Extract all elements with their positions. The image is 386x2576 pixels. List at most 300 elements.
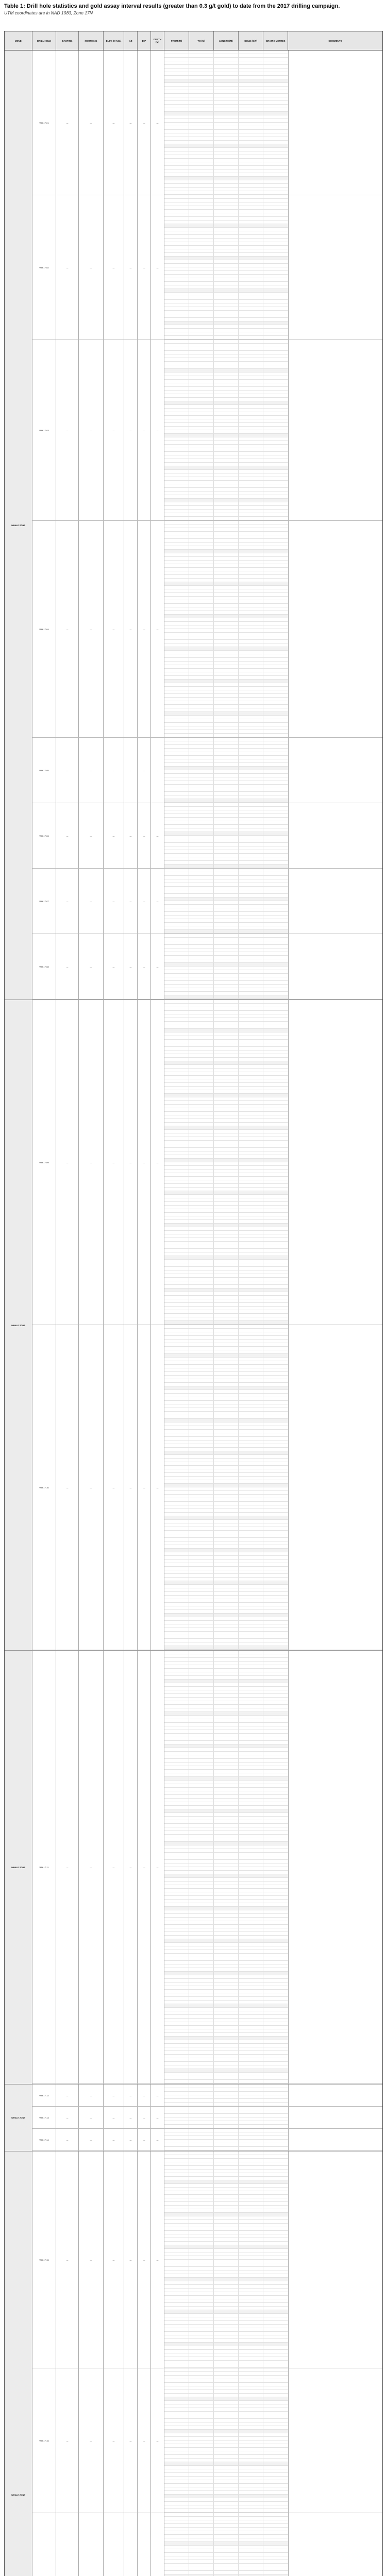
interval-cell bbox=[214, 2469, 239, 2472]
interval-cell bbox=[214, 2531, 239, 2534]
depth-value: --- bbox=[151, 2084, 164, 2106]
interval-cell bbox=[214, 1603, 239, 1606]
interval-cell bbox=[239, 597, 263, 600]
table-row bbox=[164, 90, 288, 94]
interval-cell bbox=[214, 759, 239, 762]
interval-cell bbox=[263, 2520, 288, 2523]
interval-cell bbox=[239, 2166, 263, 2169]
interval-cell bbox=[214, 1795, 239, 1798]
table-row bbox=[164, 658, 288, 662]
interval-cell bbox=[239, 2058, 263, 2061]
table-row bbox=[164, 2433, 288, 2437]
interval-cell bbox=[189, 459, 214, 462]
interval-cell bbox=[263, 1762, 288, 1766]
interval-cell bbox=[214, 2011, 239, 2014]
interval-cell bbox=[214, 1936, 239, 1939]
interval-cell bbox=[214, 372, 239, 376]
table-row bbox=[164, 828, 288, 832]
interval-cell bbox=[263, 977, 288, 980]
interval-cell bbox=[239, 600, 263, 603]
interval-cell bbox=[189, 1191, 214, 1194]
interval-cell bbox=[239, 521, 263, 524]
interval-cell bbox=[189, 2401, 214, 2404]
interval-cell bbox=[263, 133, 288, 137]
table-row bbox=[164, 756, 288, 759]
interval-cell bbox=[164, 2335, 189, 2338]
interval-cell bbox=[189, 2394, 214, 2397]
table-row bbox=[164, 919, 288, 923]
table-row bbox=[164, 1824, 288, 1827]
interval-cell bbox=[239, 72, 263, 75]
interval-cell bbox=[164, 550, 189, 553]
interval-cell bbox=[164, 1329, 189, 1332]
interval-cell bbox=[189, 1119, 214, 1122]
interval-cell bbox=[164, 919, 189, 922]
table-row bbox=[164, 2103, 288, 2106]
table-row bbox=[164, 275, 288, 278]
interval-cell bbox=[239, 1394, 263, 1397]
table-row bbox=[164, 1835, 288, 1838]
interval-cell bbox=[214, 636, 239, 639]
table-row bbox=[164, 2419, 288, 2422]
interval-cell bbox=[263, 672, 288, 675]
table-row bbox=[164, 2213, 288, 2216]
interval-cell bbox=[239, 1231, 263, 1234]
interval-cell bbox=[263, 455, 288, 459]
table-row bbox=[164, 271, 288, 275]
interval-cell bbox=[189, 803, 214, 806]
interval-cell bbox=[189, 1878, 214, 1881]
interval-cell bbox=[189, 1802, 214, 1805]
interval-cell bbox=[214, 2542, 239, 2545]
interval-cell bbox=[214, 1043, 239, 1046]
interval-cell bbox=[214, 231, 239, 234]
interval-cell bbox=[164, 2549, 189, 2552]
interval-cell bbox=[189, 1397, 214, 1400]
interval-cell bbox=[164, 1069, 189, 1072]
interval-cell bbox=[189, 1310, 214, 1313]
table-row bbox=[164, 1018, 288, 1022]
interval-cell bbox=[189, 719, 214, 722]
interval-cell bbox=[263, 1249, 288, 1252]
interval-cell bbox=[164, 1094, 189, 1097]
interval-cell bbox=[239, 1137, 263, 1140]
interval-cell bbox=[263, 887, 288, 890]
interval-cell bbox=[239, 1719, 263, 1722]
interval-cell bbox=[239, 1256, 263, 1259]
interval-cell bbox=[164, 2455, 189, 2458]
interval-cell bbox=[164, 2361, 189, 2364]
interval-cell bbox=[214, 912, 239, 915]
interval-cell bbox=[189, 2419, 214, 2422]
depth-value: --- bbox=[151, 869, 164, 934]
interval-cell bbox=[189, 2151, 214, 2155]
interval-cell bbox=[189, 2147, 214, 2150]
interval-cell bbox=[189, 963, 214, 966]
interval-cell bbox=[239, 2459, 263, 2462]
interval-cell bbox=[239, 814, 263, 817]
interval-cell bbox=[214, 1509, 239, 1512]
interval-cell bbox=[263, 654, 288, 657]
interval-cell bbox=[263, 865, 288, 868]
interval-cell bbox=[164, 126, 189, 129]
comment-cell bbox=[289, 340, 382, 520]
table-row bbox=[164, 1817, 288, 1820]
table-row bbox=[164, 2444, 288, 2448]
table-row bbox=[164, 571, 288, 575]
interval-cell bbox=[214, 2040, 239, 2043]
interval-cell bbox=[214, 2314, 239, 2317]
interval-cell bbox=[214, 336, 239, 339]
interval-cell bbox=[164, 792, 189, 795]
interval-cell bbox=[189, 792, 214, 795]
interval-cell bbox=[263, 1773, 288, 1776]
table-row bbox=[164, 1874, 288, 1878]
interval-cell bbox=[164, 2372, 189, 2375]
interval-cell bbox=[189, 2092, 214, 2095]
interval-cell bbox=[214, 879, 239, 883]
table-row bbox=[164, 1755, 288, 1759]
interval-cell bbox=[164, 1336, 189, 1339]
interval-cell bbox=[189, 336, 214, 339]
interval-cell bbox=[189, 1101, 214, 1104]
interval-cell bbox=[239, 604, 263, 607]
interval-cell bbox=[164, 1527, 189, 1530]
interval-cell bbox=[164, 1665, 189, 1668]
interval-cell bbox=[239, 1982, 263, 1986]
interval-cell bbox=[239, 2001, 263, 2004]
interval-cell bbox=[214, 654, 239, 657]
table-row bbox=[164, 2415, 288, 2419]
interval-cell bbox=[263, 694, 288, 697]
interval-rows bbox=[164, 803, 289, 868]
interval-cell bbox=[189, 825, 214, 828]
interval-cell bbox=[164, 481, 189, 484]
interval-cell bbox=[189, 2051, 214, 2054]
interval-cell bbox=[164, 354, 189, 358]
interval-cell bbox=[164, 1860, 189, 1863]
interval-cell bbox=[189, 380, 214, 383]
interval-cell bbox=[189, 1487, 214, 1490]
interval-cell bbox=[164, 1404, 189, 1408]
interval-cell bbox=[214, 1997, 239, 2000]
interval-cell bbox=[239, 1838, 263, 1841]
interval-cell bbox=[164, 1448, 189, 1451]
interval-cell bbox=[189, 1614, 214, 1617]
interval-cell bbox=[189, 1394, 214, 1397]
interval-cell bbox=[189, 788, 214, 791]
interval-cell bbox=[164, 1621, 189, 1624]
interval-cell bbox=[214, 1108, 239, 1111]
interval-cell bbox=[239, 1907, 263, 1910]
interval-cell bbox=[164, 1759, 189, 1762]
interval-cell bbox=[263, 633, 288, 636]
interval-cell bbox=[239, 1361, 263, 1364]
comment-cell bbox=[289, 2151, 382, 2368]
interval-cell bbox=[189, 2350, 214, 2353]
interval-cell bbox=[239, 2404, 263, 2408]
table-row bbox=[164, 1744, 288, 1748]
interval-cell bbox=[189, 1752, 214, 1755]
interval-cell bbox=[164, 1560, 189, 1563]
interval-cell bbox=[263, 701, 288, 704]
interval-cell bbox=[164, 959, 189, 962]
interval-cell bbox=[189, 818, 214, 821]
table-row bbox=[164, 1292, 288, 1296]
interval-cell bbox=[239, 2227, 263, 2230]
zone-group bbox=[5, 1651, 382, 2084]
table-row bbox=[164, 112, 288, 115]
interval-cell bbox=[263, 416, 288, 419]
interval-cell bbox=[239, 1585, 263, 1588]
interval-cell bbox=[164, 1939, 189, 1942]
interval-cell bbox=[239, 2364, 263, 2367]
interval-cell bbox=[189, 2299, 214, 2302]
interval-cell bbox=[164, 1698, 189, 1701]
depth-value: --- bbox=[151, 1000, 164, 1325]
table-row bbox=[164, 210, 288, 213]
interval-cell bbox=[214, 908, 239, 911]
interval-cell bbox=[263, 1459, 288, 1462]
interval-cell bbox=[189, 1022, 214, 1025]
table-row bbox=[164, 441, 288, 445]
interval-cell bbox=[189, 1216, 214, 1219]
interval-cell bbox=[164, 897, 189, 901]
interval-cell bbox=[263, 1270, 288, 1274]
interval-cell bbox=[164, 1137, 189, 1140]
interval-cell bbox=[239, 1047, 263, 1050]
interval-cell bbox=[189, 2004, 214, 2007]
interval-cell bbox=[164, 2469, 189, 2472]
interval-cell bbox=[164, 466, 189, 469]
interval-cell bbox=[189, 2084, 214, 2088]
interval-cell bbox=[164, 1216, 189, 1219]
interval-cell bbox=[263, 235, 288, 238]
interval-cell bbox=[239, 1115, 263, 1118]
interval-cell bbox=[263, 2542, 288, 2545]
interval-cell bbox=[164, 260, 189, 263]
interval-cell bbox=[189, 1578, 214, 1581]
interval-cell bbox=[189, 481, 214, 484]
interval-cell bbox=[214, 2364, 239, 2367]
interval-cell bbox=[214, 1534, 239, 1537]
interval-cell bbox=[189, 1997, 214, 2000]
interval-cell bbox=[239, 423, 263, 426]
table-row bbox=[164, 1072, 288, 1076]
interval-cell bbox=[214, 2173, 239, 2176]
table-row bbox=[164, 2274, 288, 2278]
interval-cell bbox=[164, 2462, 189, 2465]
interval-cell bbox=[239, 1993, 263, 1996]
table-row bbox=[164, 148, 288, 151]
interval-cell bbox=[164, 1231, 189, 1234]
interval-cell bbox=[189, 1581, 214, 1584]
interval-cell bbox=[189, 876, 214, 879]
interval-cell bbox=[164, 528, 189, 531]
interval-cell bbox=[164, 419, 189, 422]
interval-cell bbox=[214, 151, 239, 155]
interval-cell bbox=[189, 253, 214, 256]
interval-cell bbox=[263, 2317, 288, 2320]
interval-cell bbox=[239, 1274, 263, 1277]
depth-value: --- bbox=[151, 340, 164, 520]
drill-hole-block bbox=[32, 50, 382, 195]
interval-cell bbox=[263, 1856, 288, 1859]
interval-cell bbox=[239, 680, 263, 683]
table-row bbox=[164, 1310, 288, 1314]
comment-cell bbox=[289, 934, 382, 999]
interval-cell bbox=[239, 1412, 263, 1415]
interval-cell bbox=[189, 1220, 214, 1223]
drill-hole-block bbox=[32, 2151, 382, 2368]
interval-cell bbox=[263, 2252, 288, 2256]
interval-cell bbox=[164, 985, 189, 988]
interval-cell bbox=[239, 803, 263, 806]
table-row bbox=[164, 141, 288, 144]
interval-cell bbox=[164, 734, 189, 737]
table-row bbox=[164, 1484, 288, 1487]
interval-cell bbox=[164, 61, 189, 64]
table-row bbox=[164, 217, 288, 221]
interval-cell bbox=[214, 1925, 239, 1928]
interval-cell bbox=[164, 2188, 189, 2191]
interval-cell bbox=[239, 1845, 263, 1849]
interval-cell bbox=[263, 557, 288, 560]
interval-cell bbox=[263, 1820, 288, 1823]
interval-cell bbox=[263, 2044, 288, 2047]
interval-cell bbox=[263, 1440, 288, 1444]
table-row bbox=[164, 202, 288, 206]
interval-cell bbox=[189, 2234, 214, 2238]
interval-cell bbox=[214, 321, 239, 325]
interval-cell bbox=[263, 1581, 288, 1584]
interval-cell bbox=[263, 1556, 288, 1559]
table-row bbox=[164, 1665, 288, 1669]
interval-cell bbox=[189, 622, 214, 625]
interval-cell bbox=[189, 1079, 214, 1082]
interval-cell bbox=[164, 2346, 189, 2349]
interval-cell bbox=[263, 2029, 288, 2032]
interval-cell bbox=[239, 988, 263, 991]
interval-cell bbox=[239, 1202, 263, 1205]
interval-cell bbox=[239, 2412, 263, 2415]
interval-cell bbox=[214, 1466, 239, 1469]
interval-cell bbox=[239, 2159, 263, 2162]
interval-cell bbox=[263, 213, 288, 216]
interval-cell bbox=[263, 1372, 288, 1375]
interval-cell bbox=[214, 1126, 239, 1129]
interval-cell bbox=[263, 1487, 288, 1490]
table-row bbox=[164, 1321, 288, 1325]
interval-cell bbox=[214, 524, 239, 528]
interval-cell bbox=[239, 2549, 263, 2552]
interval-cell bbox=[214, 58, 239, 61]
interval-rows bbox=[164, 1325, 289, 1650]
interval-cell bbox=[214, 144, 239, 147]
interval-cell bbox=[263, 597, 288, 600]
table-row bbox=[164, 568, 288, 571]
interval-cell bbox=[263, 1759, 288, 1762]
table-row bbox=[164, 1838, 288, 1842]
interval-cell bbox=[239, 2390, 263, 2393]
interval-cell bbox=[214, 1853, 239, 1856]
interval-cell bbox=[239, 1358, 263, 1361]
interval-cell bbox=[164, 1889, 189, 1892]
interval-cell bbox=[189, 952, 214, 955]
interval-cell bbox=[189, 2314, 214, 2317]
interval-cell bbox=[189, 228, 214, 231]
interval-cell bbox=[239, 2498, 263, 2501]
interval-cell bbox=[189, 1477, 214, 1480]
interval-cell bbox=[263, 502, 288, 505]
interval-cell bbox=[239, 1329, 263, 1332]
table-row bbox=[164, 948, 288, 952]
zone-cell: WHALE ZONE bbox=[5, 50, 32, 999]
interval-cell bbox=[214, 719, 239, 722]
interval-cell bbox=[189, 502, 214, 505]
interval-cell bbox=[164, 2274, 189, 2277]
interval-cell bbox=[189, 1162, 214, 1165]
interval-cell bbox=[214, 690, 239, 693]
table-row bbox=[164, 2206, 288, 2209]
interval-cell bbox=[239, 427, 263, 430]
interval-cell bbox=[263, 1968, 288, 1971]
table-row bbox=[164, 1853, 288, 1856]
interval-cell bbox=[239, 948, 263, 952]
interval-cell bbox=[164, 2394, 189, 2397]
interval-cell bbox=[164, 141, 189, 144]
interval-cell bbox=[263, 2491, 288, 2494]
interval-cell bbox=[239, 1549, 263, 1552]
interval-cell bbox=[164, 1430, 189, 1433]
interval-cell bbox=[239, 1484, 263, 1487]
table-row bbox=[164, 1209, 288, 1213]
table-row bbox=[164, 1281, 288, 1285]
depth-value: --- bbox=[151, 1651, 164, 2083]
easting-value: --- bbox=[56, 738, 79, 803]
interval-cell bbox=[239, 568, 263, 571]
interval-cell bbox=[164, 2314, 189, 2317]
interval-cell bbox=[239, 1578, 263, 1581]
interval-cell bbox=[214, 2292, 239, 2295]
interval-cell bbox=[189, 246, 214, 249]
interval-cell bbox=[239, 83, 263, 86]
interval-cell bbox=[263, 61, 288, 64]
interval-cell bbox=[263, 2209, 288, 2212]
interval-cell bbox=[164, 314, 189, 317]
header-azimuth: AZ bbox=[124, 31, 138, 50]
interval-cell bbox=[214, 1680, 239, 1683]
interval-cell bbox=[189, 708, 214, 711]
interval-cell bbox=[214, 184, 239, 187]
table-row bbox=[164, 1317, 288, 1321]
interval-cell bbox=[239, 1741, 263, 1744]
interval-cell bbox=[239, 665, 263, 668]
interval-cell bbox=[214, 419, 239, 422]
interval-cell bbox=[239, 391, 263, 394]
interval-cell bbox=[214, 593, 239, 596]
interval-cell bbox=[239, 477, 263, 480]
interval-cell bbox=[239, 307, 263, 310]
interval-cell bbox=[239, 54, 263, 57]
interval-cell bbox=[263, 2528, 288, 2531]
interval-cell bbox=[189, 351, 214, 354]
table-row bbox=[164, 701, 288, 705]
table-row bbox=[164, 1578, 288, 1581]
interval-cell bbox=[239, 2408, 263, 2411]
interval-cell bbox=[189, 1484, 214, 1487]
table-row bbox=[164, 2220, 288, 2224]
